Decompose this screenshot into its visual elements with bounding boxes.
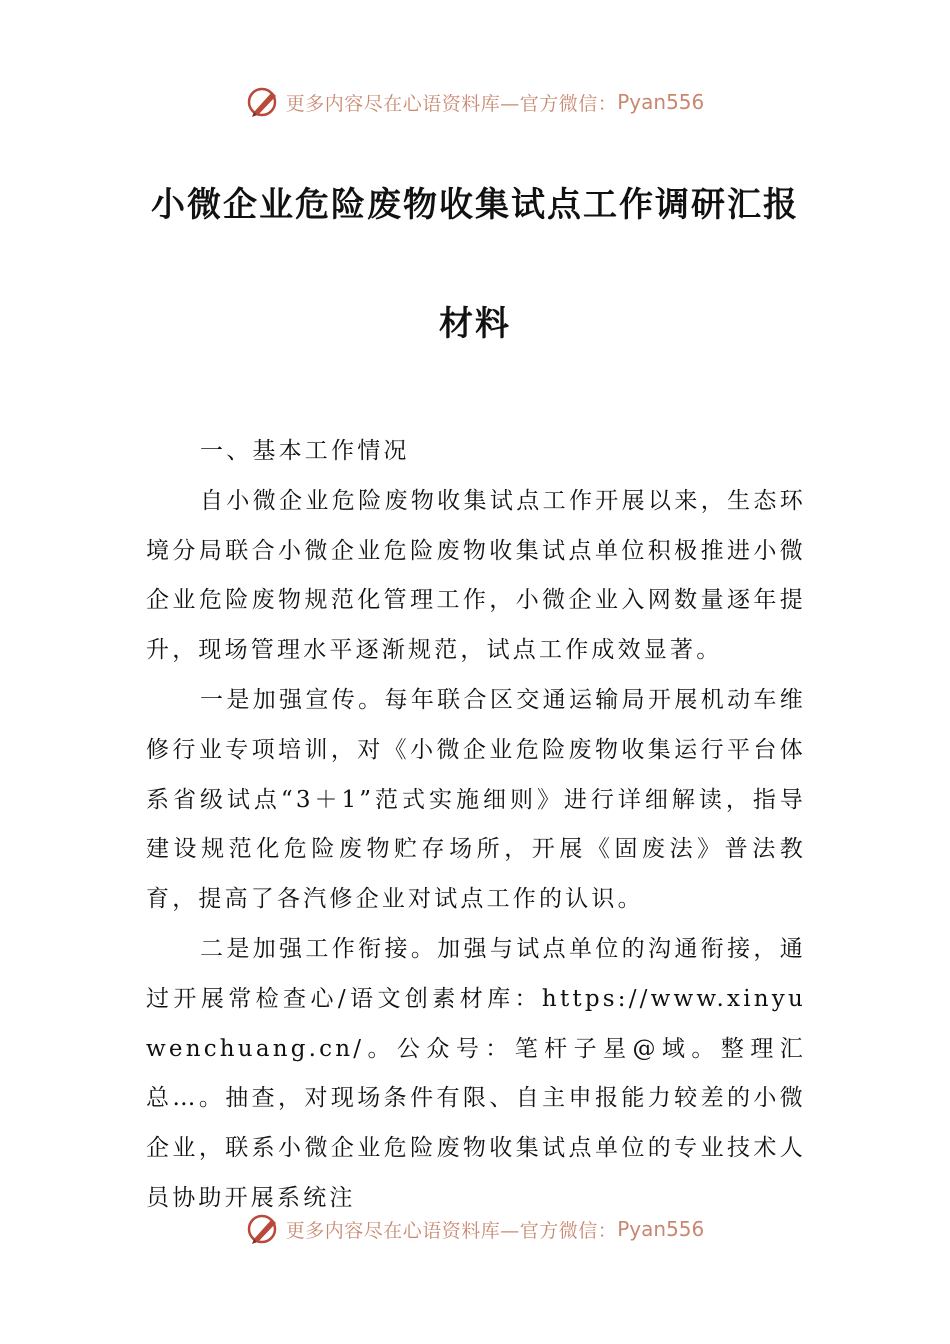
footer-watermark-banner [0,1209,950,1249]
watermark-text: 更多内容尽在心语资料库—官方微信： [285,92,618,115]
document-title-line-2: 材料 [439,304,511,344]
paragraph-coordination: 二是加强工作衔接。加强与试点单位的沟通衔接，通过开展常检查心/语文创素材库：https://www.xinyuwenchuang.cn/。公众号：笔杆子星@域。整理汇总…。抽查，对现场条件有限、自主申报能力较差的小微企业，联系小微企业危险废物收集试点单位的专业技术人员协助开展系统注 [146,935,806,1211]
pen-logo-icon [246,84,282,120]
document-title-line-1: 小微企业危险废物收集试点工作调研汇报 [151,185,799,225]
watermark-text: 更多内容尽在心语资料库—官方微信： [285,1219,618,1242]
document-body [146,427,806,1224]
header-watermark-banner [0,82,950,122]
pen-logo-icon [246,1211,282,1247]
watermark-wechat-id: Pyan556 [617,90,705,114]
paragraph-intro: 自小微企业危险废物收集试点工作开展以来，生态环境分局联合小微企业危险废物收集试点单位积极推进小微企业危险废物规范化管理工作，小微企业入网数量逐年提升，现场管理水平逐渐规范，试点工作成效显著。 [146,487,806,664]
section-heading: 一、基本工作情况 [200,438,410,464]
paragraph-publicity: 一是加强宣传。每年联合区交通运输局开展机动车维修行业专项培训，对《小微企业危险废物收集运行平台体系省级试点“3＋1”范式实施细则》进行详细解读，指导建设规范化危险废物贮存场所，开展《固废法》普法教育，提高了各汽修企业对试点工作的认识。 [146,686,806,913]
watermark-wechat-id: Pyan556 [617,1217,705,1241]
